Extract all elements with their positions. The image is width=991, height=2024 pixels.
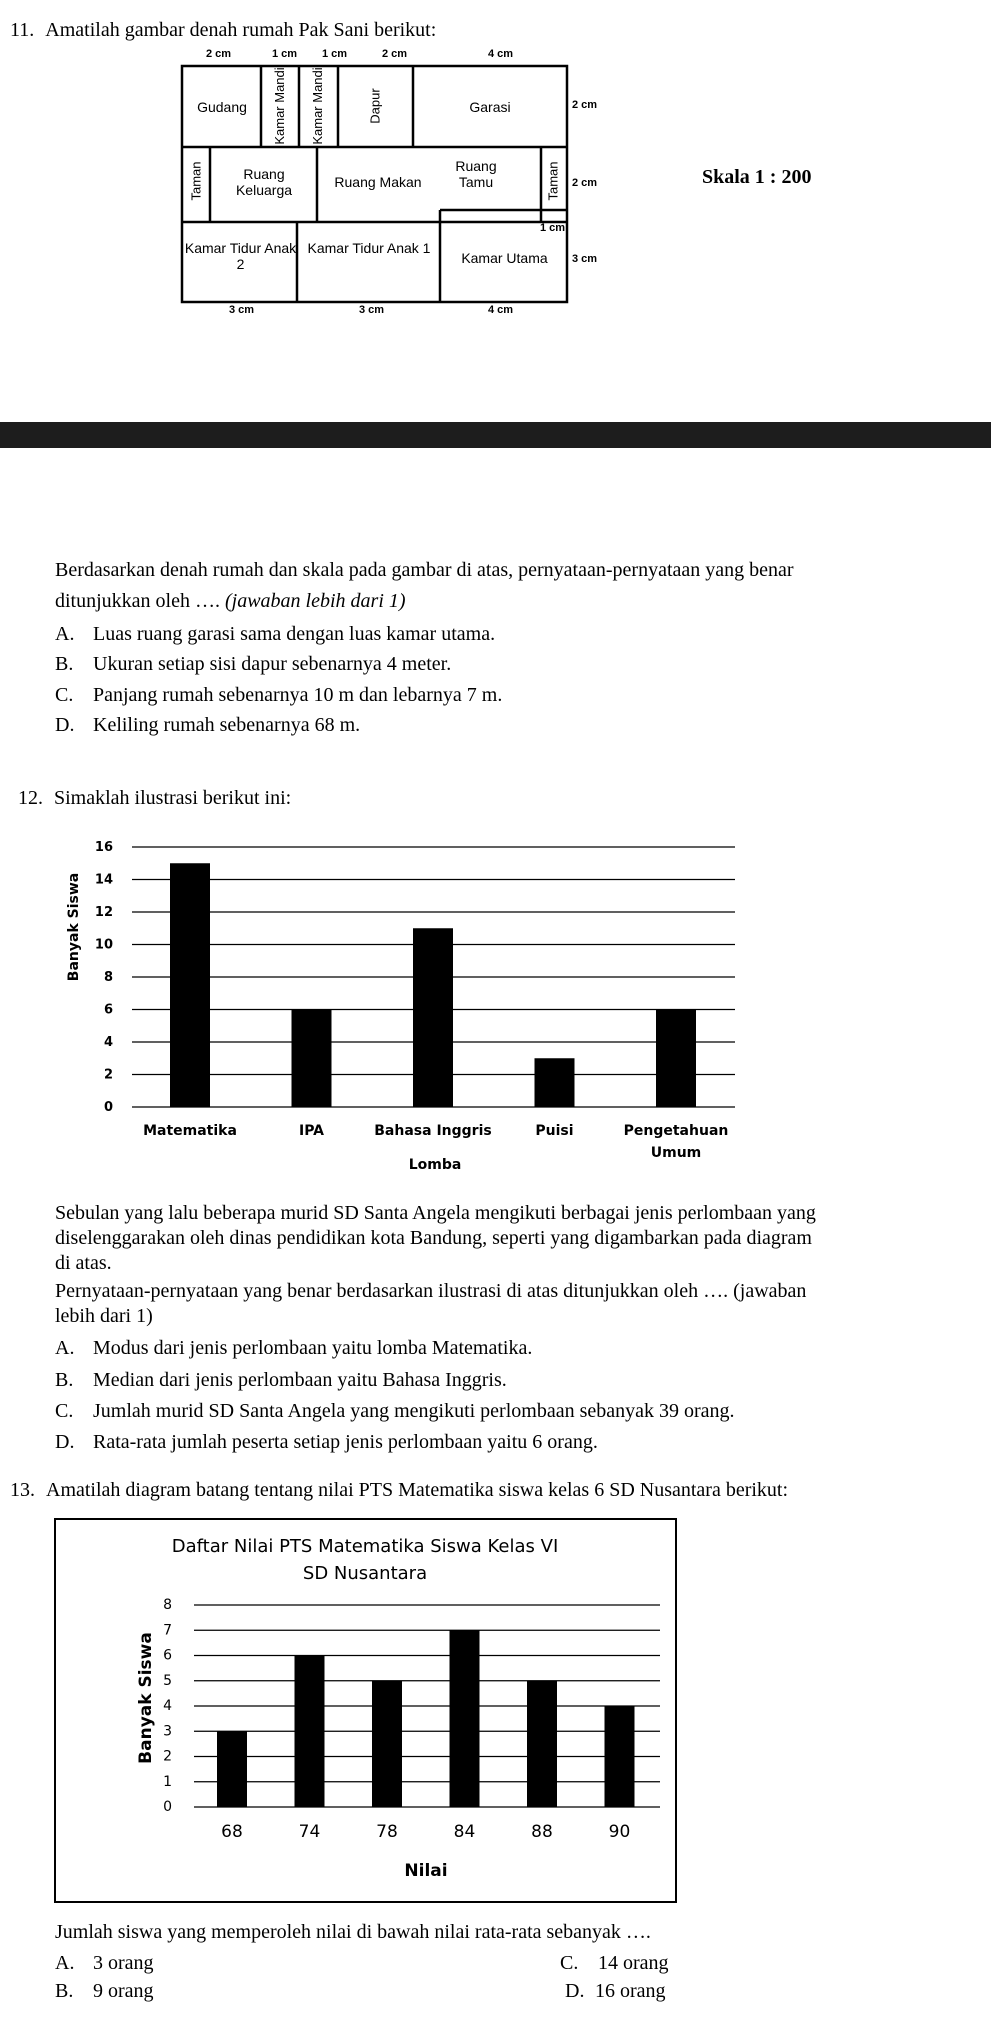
option-text: 16 orang	[595, 1980, 666, 2002]
q11-header	[10, 18, 436, 42]
bar	[535, 1058, 575, 1107]
q12-paragraph-line: Sebulan yang lalu beberapa murid SD Santa Angela mengikuti berbagai jenis perlombaan yang	[55, 1202, 816, 1224]
q12-header	[18, 786, 291, 810]
q13-header	[10, 1478, 788, 1502]
option-letter: C.	[560, 1952, 579, 1974]
q13-option-b[interactable]	[55, 1979, 154, 2003]
nilai-chart-frame	[54, 1518, 677, 1903]
category-label: 78	[376, 1822, 398, 1842]
option-text: Panjang rumah sebenarnya 10 m dan lebarnya 7 m.	[93, 684, 503, 706]
y-tick-label: 2	[163, 1748, 172, 1765]
plan-top-dim: 4 cm	[488, 48, 514, 60]
plan-scale: Skala 1 : 200	[702, 166, 812, 188]
q12-prompt-line: lebih dari 1)	[55, 1305, 153, 1327]
bar	[656, 1010, 696, 1108]
y-tick-label: 7	[163, 1622, 172, 1639]
room-garasi: Garasi	[469, 99, 511, 115]
plan-top-dim: 2 cm	[382, 48, 408, 60]
lomba-bar-chart	[60, 832, 760, 1182]
x-axis-label: Lomba	[408, 1157, 462, 1173]
room-kamar-tidur-2: Kamar Tidur Anak 2	[184, 240, 297, 272]
y-tick-label: 5	[163, 1672, 172, 1689]
y-tick-label: 6	[163, 1647, 172, 1664]
y-tick-label: 14	[94, 872, 113, 888]
category-label: 74	[298, 1822, 321, 1842]
q12-prompt-line: Pernyataan-pernyataan yang benar berdasarkan ilustrasi di atas ditunjukkan oleh …. (jawaban	[55, 1280, 807, 1302]
plan-top-dim: 1 cm	[322, 48, 348, 60]
y-tick-label: 0	[103, 1100, 113, 1115]
option-letter: A.	[55, 1952, 75, 1974]
plan-right-dim: 1 cm	[540, 222, 566, 234]
q11-prompt-line2	[55, 589, 406, 613]
room-ruang-makan: Ruang Makan	[334, 174, 422, 190]
q13-option-c[interactable]	[560, 1951, 669, 1975]
q13-number: 13.	[10, 1479, 35, 1501]
option-letter: C.	[55, 684, 74, 706]
plan-bottom-dim: 3 cm	[229, 304, 255, 316]
nilai-bar-chart	[56, 1520, 675, 1901]
chart-title: Daftar Nilai PTS Matematika Siswa Kelas VI	[171, 1536, 559, 1557]
q12-option-d[interactable]	[55, 1430, 598, 1454]
option-letter: A.	[55, 1337, 75, 1359]
option-letter: A.	[55, 623, 75, 645]
option-text: 14 orang	[598, 1952, 669, 1974]
bar	[527, 1681, 557, 1807]
room-kamar-mandi-2: Kamar Mandi	[310, 67, 325, 145]
option-text: Modus dari jenis perlombaan yaitu lomba Matematika.	[93, 1337, 533, 1359]
category-label: 68	[221, 1822, 243, 1842]
category-label: Puisi	[535, 1123, 574, 1139]
bar	[372, 1681, 402, 1807]
q13-option-a[interactable]	[55, 1951, 154, 1975]
q12-option-b[interactable]	[55, 1368, 507, 1392]
category-label: IPA	[298, 1123, 325, 1139]
category-label: Bahasa Inggris	[374, 1123, 492, 1139]
q11-option-c[interactable]	[55, 683, 502, 707]
y-tick-label: 8	[103, 970, 113, 985]
option-letter: B.	[55, 1369, 74, 1391]
y-tick-label: 4	[163, 1698, 172, 1714]
q11-option-b[interactable]	[55, 652, 451, 676]
option-text: 3 orang	[93, 1952, 154, 1974]
bar	[450, 1630, 480, 1807]
y-axis-label: Banyak Siswa	[136, 1632, 156, 1764]
option-text: Jumlah murid SD Santa Angela yang mengikuti perlombaan sebanyak 39 orang.	[93, 1400, 735, 1422]
y-tick-label: 8	[163, 1597, 172, 1613]
x-axis-label: Nilai	[404, 1861, 448, 1881]
q11-prompt-line1: Berdasarkan denah rumah dan skala pada gambar di atas, pernyataan-pernyataan yang benar	[55, 559, 794, 581]
category-label: 88	[531, 1822, 553, 1842]
room-kamar-utama: Kamar Utama	[461, 250, 548, 266]
plan-right-dim: 2 cm	[572, 99, 598, 111]
chart-subtitle: SD Nusantara	[302, 1563, 428, 1584]
option-text: Ukuran setiap sisi dapur sebenarnya 4 meter.	[93, 653, 452, 675]
option-text: Median dari jenis perlombaan yaitu Bahasa Inggris.	[93, 1369, 507, 1391]
room-ruang-tamu: Ruang Tamu	[455, 158, 497, 190]
floor-plan	[170, 44, 610, 314]
q12-paragraph-line: diselenggarakan oleh dinas pendidikan kota Bandung, seperti yang digambarkan pada diagram	[55, 1227, 812, 1249]
q12-paragraph-line: di atas.	[55, 1252, 112, 1274]
bar	[295, 1656, 325, 1808]
q13-question: Jumlah siswa yang memperoleh nilai di bawah nilai rata-rata sebanyak ….	[55, 1921, 651, 1943]
option-letter: D.	[565, 1980, 585, 2002]
category-label: 84	[453, 1822, 476, 1842]
y-tick-label: 3	[163, 1723, 172, 1740]
q11-prompt-note: (jawaban lebih dari 1)	[224, 590, 406, 612]
plan-bottom-dim: 4 cm	[488, 304, 514, 316]
category-label: 90	[608, 1822, 631, 1842]
y-tick-label: 1	[163, 1773, 172, 1790]
bar	[170, 863, 210, 1107]
plan-bottom-dim: 3 cm	[359, 304, 385, 316]
q12-option-c[interactable]	[55, 1399, 735, 1423]
plan-top-dim: 2 cm	[206, 48, 232, 60]
option-text: 9 orang	[93, 1980, 154, 2002]
bar	[605, 1706, 635, 1807]
q12-option-a[interactable]	[55, 1336, 532, 1360]
plan-right-dim: 3 cm	[572, 253, 598, 265]
plan-top-dim: 1 cm	[272, 48, 298, 60]
q11-stem: Amatilah gambar denah rumah Pak Sani berikut:	[45, 19, 437, 41]
room-kamar-mandi-1: Kamar Mandi	[272, 67, 287, 145]
y-tick-label: 0	[163, 1799, 172, 1815]
y-tick-label: 4	[103, 1035, 113, 1050]
bar	[292, 1010, 332, 1108]
option-letter: D.	[55, 714, 75, 736]
y-tick-label: 10	[94, 937, 113, 953]
option-letter: B.	[55, 653, 74, 675]
separator-band	[0, 422, 991, 448]
q11-number: 11.	[10, 19, 35, 41]
option-letter: B.	[55, 1980, 74, 2002]
bar	[413, 928, 453, 1107]
category-label: Umum	[650, 1145, 702, 1161]
y-tick-label: 2	[103, 1067, 113, 1083]
room-gudang: Gudang	[197, 99, 247, 115]
option-letter: C.	[55, 1400, 74, 1422]
q11-prompt-text: ditunjukkan oleh ….	[55, 590, 220, 612]
q13-stem: Amatilah diagram batang tentang nilai PTS Matematika siswa kelas 6 SD Nusantara berikut:	[46, 1479, 789, 1501]
q12-stem: Simaklah ilustrasi berikut ini:	[54, 787, 292, 809]
q13-option-d[interactable]	[565, 1979, 666, 2003]
q12-number: 12.	[18, 787, 43, 809]
option-letter: D.	[55, 1431, 75, 1453]
option-text: Rata-rata jumlah peserta setiap jenis perlombaan yaitu 6 orang.	[93, 1431, 598, 1453]
category-label: Pengetahuan	[623, 1123, 729, 1139]
y-tick-label: 6	[103, 1002, 113, 1018]
category-label: Matematika	[143, 1123, 237, 1139]
room-dapur: Dapur	[367, 88, 383, 124]
room-taman-left: Taman	[188, 161, 204, 201]
plan-right-dim: 2 cm	[572, 177, 598, 189]
y-axis-label: Banyak Siswa	[66, 872, 82, 982]
y-tick-label: 12	[94, 905, 113, 920]
option-text: Keliling rumah sebenarnya 68 m.	[93, 714, 361, 736]
room-ruang-keluarga: Ruang Keluarga	[235, 166, 293, 198]
q11-option-a[interactable]	[55, 622, 495, 646]
room-taman-right: Taman	[545, 161, 561, 201]
y-tick-label: 16	[94, 840, 113, 855]
q11-option-d[interactable]	[55, 713, 360, 737]
option-text: Luas ruang garasi sama dengan luas kamar utama.	[93, 623, 496, 645]
room-kamar-tidur-1: Kamar Tidur Anak 1	[307, 240, 431, 256]
bar	[217, 1731, 247, 1807]
